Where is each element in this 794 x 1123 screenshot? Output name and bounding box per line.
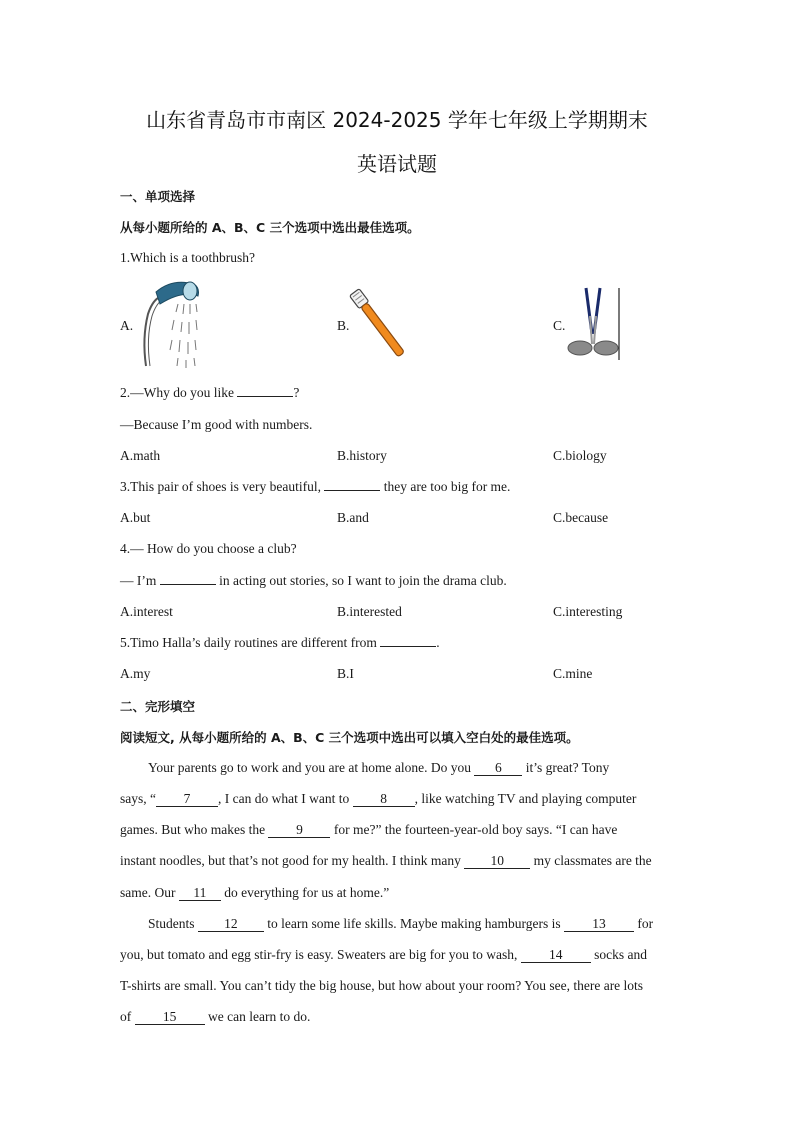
q5-stem-post: . (436, 635, 440, 650)
passage-text: , I can do what I want to (218, 791, 353, 806)
passage-text: it’s great? Tony (522, 760, 610, 775)
q1-option-a: A. (120, 318, 134, 333)
blank-9: 9 (268, 823, 330, 838)
q1-option-c: C. (553, 318, 566, 333)
section2-instruction: 阅读短文, 从每小题所给的 A、B、C 三个选项中选出可以填入空白处的最佳选项。 (120, 730, 579, 745)
passage-line-2 (120, 791, 676, 807)
q1-option-b: B. (337, 318, 350, 333)
q2-line2: —Because I’m good with numbers. (120, 417, 313, 432)
q4-line2-pre: — I’m (120, 573, 160, 588)
passage-text: , like watching TV and playing computer (414, 791, 637, 806)
passage-text: for me?” the fourteen-year-old boy says. “I can have (330, 822, 618, 837)
section1-heading: 一、单项选择 (120, 189, 196, 204)
q3-option-c: C.because (553, 510, 609, 525)
q3-stem-pre: 3.This pair of shoes is very beautiful, (120, 479, 325, 494)
answer-blank (380, 646, 436, 647)
passage-text: my classmates are the (530, 853, 652, 868)
passage-text: same. Our (120, 885, 179, 900)
passage-text: Your parents go to work and you are at home alone. Do you (148, 760, 475, 775)
q4-option-a: A.interest (120, 604, 173, 619)
q2-option-b: B.history (337, 448, 387, 463)
passage-text: for (633, 916, 654, 931)
blank-13: 13 (564, 917, 634, 932)
passage-text: games. But who makes the (120, 822, 269, 837)
q5-option-b: B.I (337, 666, 354, 681)
answer-blank (324, 490, 380, 491)
q5-stem (120, 635, 440, 651)
blank-12: 12 (198, 917, 264, 932)
blank-7: 7 (156, 792, 218, 807)
passage-text: instant noodles, but that’s not good for my health. I think many (120, 853, 465, 868)
passage-text: socks and (590, 947, 648, 962)
q1-stem: 1.Which is a toothbrush? (120, 250, 255, 265)
q3-stem-post: they are too big for me. (380, 479, 511, 494)
blank-14: 14 (521, 948, 591, 963)
q5-stem-pre: 5.Timo Halla’s daily routines are different from (120, 635, 381, 650)
passage-line-1 (148, 760, 704, 776)
exam-subtitle: 英语试题 (357, 152, 437, 176)
q2-stem (120, 385, 299, 401)
q3-option-b: B.and (337, 510, 369, 525)
q4-stem: 4.— How do you choose a club? (120, 541, 297, 556)
q2-option-c: C.biology (553, 448, 607, 463)
passage-line-9 (120, 1009, 676, 1025)
golf-clubs-icon (564, 286, 624, 362)
blank-8: 8 (353, 792, 415, 807)
blank-11: 11 (179, 886, 221, 901)
toothbrush-icon (346, 282, 410, 362)
passage-line-3 (120, 822, 676, 838)
q3-stem (120, 479, 510, 495)
passage-text: to learn some life skills. Maybe making hamburgers is (263, 916, 564, 931)
shower-head-icon (138, 278, 204, 370)
q3-option-a: A.but (120, 510, 151, 525)
answer-blank (237, 396, 293, 397)
passage-text: we can learn to do. (204, 1009, 311, 1024)
passage-text: says, “ (120, 791, 156, 806)
q4-option-c: C.interesting (553, 604, 623, 619)
q2-option-a: A.math (120, 448, 161, 463)
section1-instruction: 从每小题所给的 A、B、C 三个选项中选出最佳选项。 (120, 220, 420, 235)
exam-title: 山东省青岛市市南区 2024-2025 学年七年级上学期期末 (146, 108, 648, 132)
passage-line-6 (148, 916, 704, 932)
passage-text: Students (148, 916, 198, 931)
answer-blank (160, 584, 216, 585)
q4-line2 (120, 573, 507, 589)
passage-text: do everything for us at home.” (220, 885, 390, 900)
q4-option-b: B.interested (337, 604, 402, 619)
passage-line-5 (120, 885, 676, 901)
section2-heading: 二、完形填空 (120, 699, 196, 714)
blank-15: 15 (135, 1010, 205, 1025)
q4-line2-post: in acting out stories, so I want to join the drama club. (215, 573, 507, 588)
passage-line-8: T-shirts are small. You can’t tidy the big house, but how about your room? You see, there are lots (120, 978, 644, 993)
q2-stem-post: ? (293, 385, 300, 400)
passage-text: of (120, 1009, 135, 1024)
blank-10: 10 (464, 854, 530, 869)
passage-line-4 (120, 853, 676, 869)
passage-line-7 (120, 947, 676, 963)
q2-stem-pre: 2.—Why do you like (120, 385, 238, 400)
q5-option-c: C.mine (553, 666, 593, 681)
q5-option-a: A.my (120, 666, 151, 681)
passage-text: you, but tomato and egg stir-fry is easy. Sweaters are big for you to wash, (120, 947, 521, 962)
blank-6: 6 (474, 761, 522, 776)
